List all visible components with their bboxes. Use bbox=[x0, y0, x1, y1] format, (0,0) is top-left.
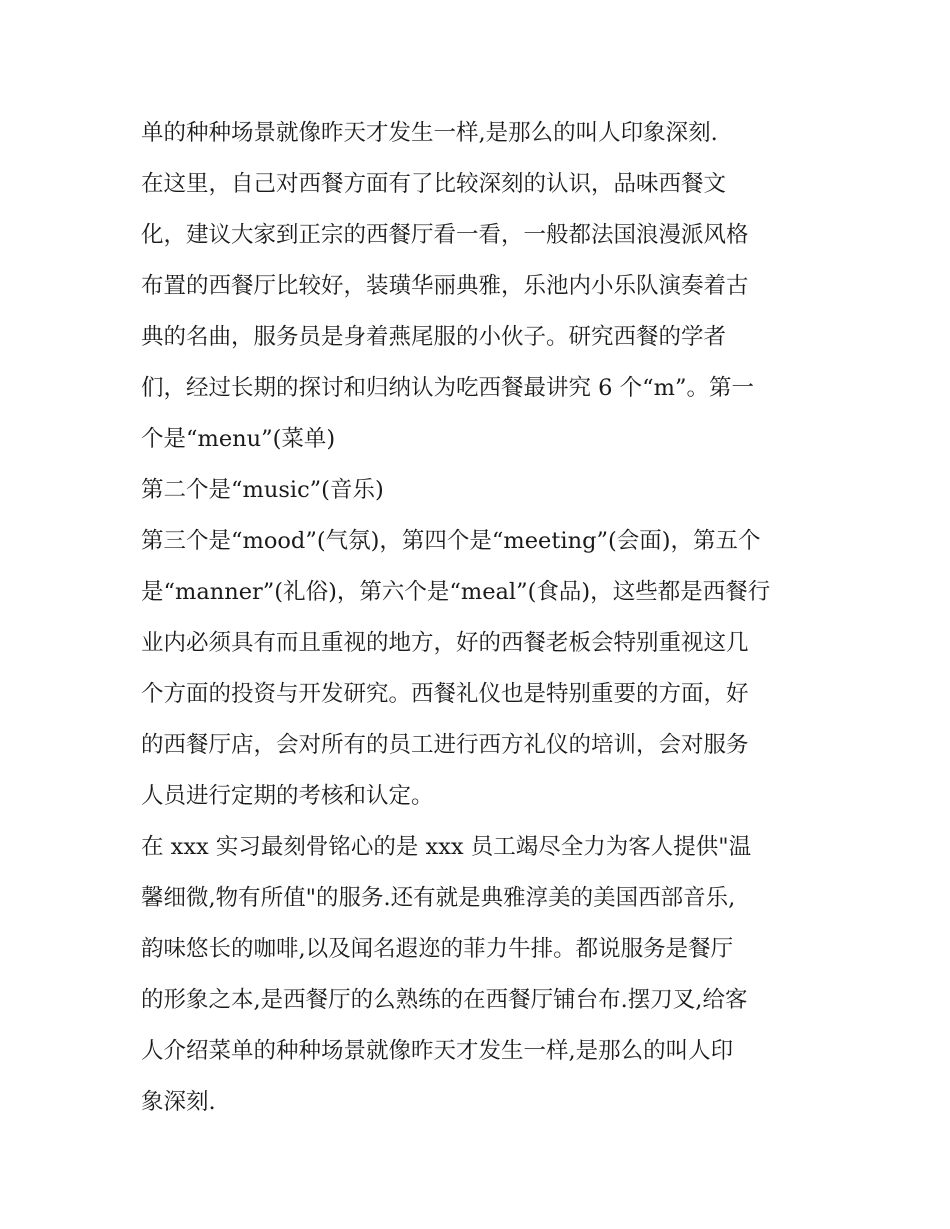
text-line: 在这里，自己对西餐方面有了比较深刻的认识，品味西餐文 bbox=[141, 171, 727, 197]
document-body bbox=[141, 108, 813, 1128]
text-line: 馨细微,物有所值"的服务.还有就是典雅淳美的美国西部音乐, bbox=[141, 885, 736, 911]
text-line: 第三个是“mood”(气氛)，第四个是“meeting”(会面)，第五个 bbox=[141, 528, 761, 554]
text-line: 的西餐厅店，会对所有的员工进行西方礼仪的培训，会对服务 bbox=[141, 732, 749, 758]
text-line: 化，建议大家到正宗的西餐厅看一看，一般都法国浪漫派风格 bbox=[141, 222, 749, 248]
text-line: 们，经过长期的探讨和归纳认为吃西餐最讲究 6 个“m”。第一 bbox=[141, 375, 754, 401]
text-line: 布置的西餐厅比较好，装璜华丽典雅，乐池内小乐队演奏着古 bbox=[141, 273, 749, 299]
text-line: 人介绍菜单的种种场景就像昨天才发生一样,是那么的叫人印 bbox=[141, 1038, 734, 1064]
text-line: 的形象之本,是西餐厅的么熟练的在西餐厅铺台布.摆刀叉,给客 bbox=[141, 987, 748, 1013]
text-line: 个是“menu”(菜单) bbox=[141, 426, 336, 452]
text-line: 第二个是“music”(音乐) bbox=[141, 477, 384, 503]
text-line: 个方面的投资与开发研究。西餐礼仪也是特别重要的方面，好 bbox=[141, 681, 749, 707]
text-line: 韵味悠长的咖啡,以及闻名遐迩的菲力牛排。都说服务是餐厅 bbox=[141, 936, 734, 962]
text-line: 是“manner”(礼俗)，第六个是“meal”(食品)，这些都是西餐行 bbox=[141, 579, 771, 605]
text-line: 典的名曲，服务员是身着燕尾服的小伙子。研究西餐的学者 bbox=[141, 324, 727, 350]
text-line: 单的种种场景就像昨天才发生一样,是那么的叫人印象深刻. bbox=[141, 120, 718, 146]
text-line: 象深刻. bbox=[141, 1089, 216, 1115]
text-line: 在 xxx 实习最刻骨铭心的是 xxx 员工竭尽全力为客人提供"温 bbox=[141, 834, 752, 860]
text-line: 业内必须具有而且重视的地方，好的西餐老板会特别重视这几 bbox=[141, 630, 749, 656]
text-line: 人员进行定期的考核和认定。 bbox=[141, 783, 434, 809]
